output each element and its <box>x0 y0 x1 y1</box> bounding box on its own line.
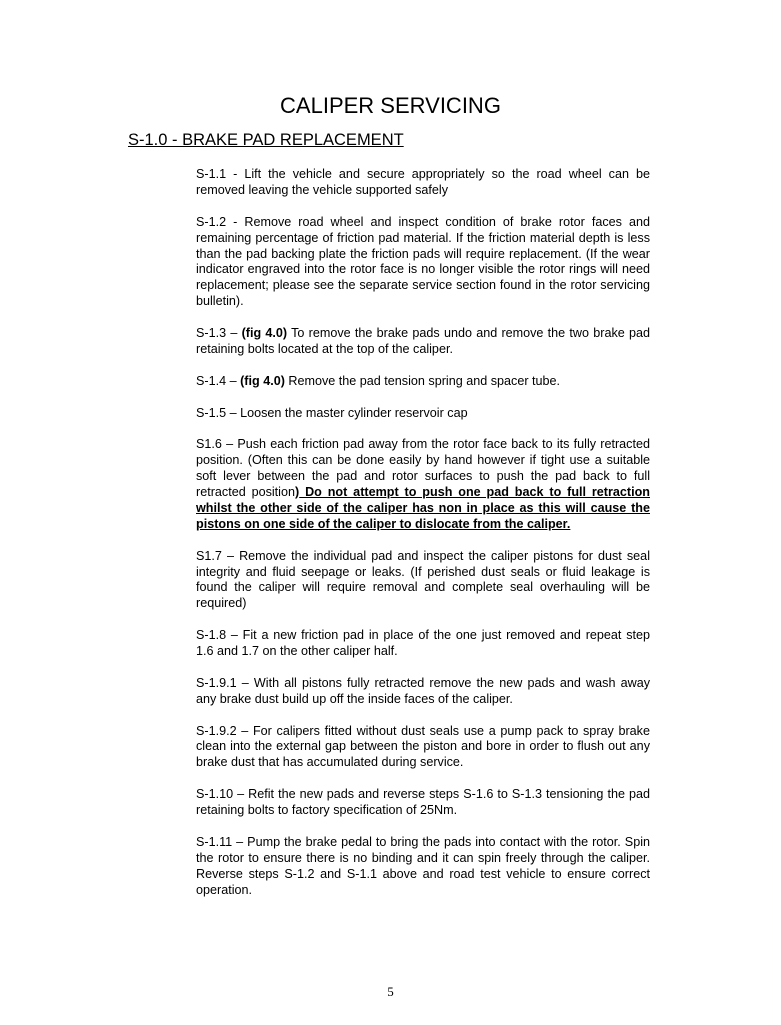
page-number: 5 <box>387 984 394 999</box>
step-s1-8: S-1.8 – Fit a new friction pad in place of the one just removed and repeat step 1.6 and 1.7 on the other caliper half. <box>196 628 650 659</box>
step-s1-9-1: S-1.9.1 – With all pistons fully retracted remove the new pads and wash away any brake dust build up off the inside faces of the caliper. <box>196 675 650 706</box>
step-s1-7: S1.7 – Remove the individual pad and inspect the caliper pistons for dust seal integrity and fluid seepage or leaks. (If perished dust seals or fluid leakage is found the caliper will require removal and complete seal overhauling will be required) <box>196 548 650 611</box>
step-s1-4-prefix: S-1.4 – <box>196 373 241 388</box>
step-s1-3-text: To remove the brake pads undo and remove the two brake pad retaining bolts located at the top of the caliper. <box>196 326 651 356</box>
page-title: CALIPER SERVICING <box>280 92 501 118</box>
step-s1-6-warning: Do not attempt to push one pad back to full retraction whilst the other side of the caliper has non in place as this will cause the pistons on one side of the caliper to dislocate from the caliper. <box>196 485 650 531</box>
section-heading: S-1.0 - BRAKE PAD REPLACEMENT <box>128 131 404 149</box>
step-s1-9-2: S-1.9.2 – For calipers fitted without dust seals use a pump pack to spray brake clean into the external gap between the piston and bore in order to flush out any brake dust that has accumulated during service. <box>196 723 650 770</box>
step-s1-5: S-1.5 – Loosen the master cylinder reservoir cap <box>196 405 468 420</box>
step-s1-6-text: S1.6 – Push each friction pad away from the rotor face back to its fully retracted position. (Often this can be done easily by hand however if tight use a suitable soft lever between the pad and rotor surfaces to push the pad back to full retracted position <box>196 437 650 500</box>
step-s1-6-paren: ) <box>294 485 300 500</box>
step-s1-6 <box>196 437 650 532</box>
step-s1-4-fig-ref: (fig 4.0) <box>240 373 285 388</box>
step-s1-10: S-1.10 – Refit the new pads and reverse steps S-1.6 to S-1.3 tensioning the pad retaining bolts to factory specification of 25Nm. <box>196 787 650 818</box>
procedure-steps <box>196 167 650 914</box>
step-s1-4 <box>196 374 650 390</box>
step-s1-2: S-1.2 - Remove road wheel and inspect condition of brake rotor faces and remaining percentage of friction pad material. If the friction material depth is less than the pad backing plate the friction pads will require replacement. (If the wear indicator engraved into the rotor face is no longer visible the rotor rings will need replacement; please see the separate service section found in the rotor servicing bulletin). <box>196 214 650 309</box>
step-s1-3 <box>196 326 650 358</box>
step-s1-4-text: Remove the pad tension spring and spacer tube. <box>284 373 561 388</box>
step-s1-11: S-1.11 – Pump the brake pedal to bring the pads into contact with the rotor. Spin the rotor to ensure there is no binding and it can spin freely through the caliper. Reverse steps S-1.2 and S-1.1 above and road test vehicle to ensure correct operation. <box>196 834 650 897</box>
step-s1-1: S-1.1 - Lift the vehicle and secure appropriately so the road wheel can be removed leaving the vehicle supported safely <box>196 167 650 197</box>
step-s1-3-prefix: S-1.3 – <box>196 326 242 341</box>
step-s1-3-fig-ref: (fig 4.0) <box>241 326 288 341</box>
